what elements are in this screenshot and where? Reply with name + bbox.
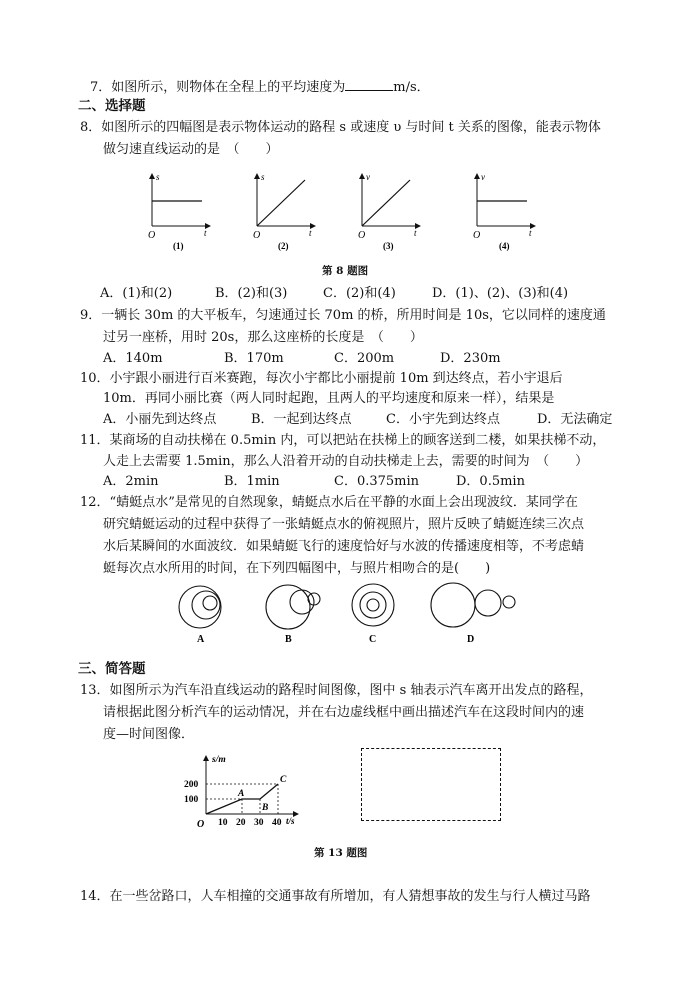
q13-xlabel: t/s <box>286 816 295 826</box>
q13-ytick-200: 200 <box>184 780 199 790</box>
answer-blank <box>345 78 393 91</box>
q13-xtick-40: 40 <box>272 818 282 828</box>
q13-xtick-10: 10 <box>218 818 228 828</box>
q11-option-b: B．1min <box>224 474 280 489</box>
q13-xtick-30: 30 <box>254 818 264 828</box>
q11-option-c: C．0.375min <box>334 474 420 489</box>
q8-graph-1-origin: O <box>148 230 156 241</box>
q8-line2: 做匀速直线运动的是 （ ） <box>103 142 279 157</box>
q12-line1: 12．“蜻蜓点水”是常见的自然现象，蜻蜓点水后在平静的水面上会出现波纹．某同学在 <box>80 495 578 510</box>
ripple-a <box>179 586 221 628</box>
q8-graph-2-xlabel: t <box>309 228 312 238</box>
ripple-c <box>352 584 394 626</box>
q7-text: 7．如图所示，则物体在全程上的平均速度为 m/s． <box>90 80 430 95</box>
q8-graph-1-ylabel: s <box>156 172 160 182</box>
ripple-label-c: C <box>369 634 377 645</box>
q8-graph-3-xlabel: t <box>414 228 417 238</box>
q8-graph-2-label: (2) <box>278 241 289 251</box>
q8-graph-2-ylabel: s <box>261 172 265 182</box>
q13-line3: 度—时间图像． <box>103 727 195 742</box>
q8-option-c: C．(2)和(4) <box>323 286 396 301</box>
q13-origin: O <box>197 819 205 830</box>
q13-line1: 13．如图所示为汽车沿直线运动的路程时间图像，图中 s 轴表示汽车离开出发点的路程， <box>80 683 593 698</box>
q8-graph-4-origin: O <box>473 230 481 241</box>
q10-line2: 10m．再同小丽比赛（两人同时起跑，且两人的平均速度和原来一样），结果是 <box>103 391 555 406</box>
q8-graph-4-xlabel: t <box>529 228 532 238</box>
q11-line1: 11．某商场的自动扶梯在 0.5min 内，可以把站在扶梯上的顾客送到二楼，如果扶梯不动， <box>80 433 606 448</box>
q11-option-d: D．0.5min <box>456 474 525 489</box>
q11-option-a: A．2min <box>103 474 159 489</box>
q8-graph-1-xlabel: t <box>204 228 207 238</box>
q9-option-b: B．170m <box>224 351 284 366</box>
q9-line2: 过另一座桥，用时 20s，那么这座桥的长度是 （ ） <box>103 330 423 345</box>
answer-box-dashed <box>361 748 501 821</box>
q13-point-b: B <box>262 803 269 813</box>
q8-graph-4 <box>473 172 535 251</box>
ripple-b <box>266 585 320 629</box>
q14-line1: 14．在一些岔路口，人车相撞的交通事故有所增加，有人猜想事故的发生与行人横过马路 <box>80 889 591 904</box>
q11-line2: 人走上去需要 1.5min，那么人沿着开动的自动扶梯走上去，需要的时间为 （ ） <box>103 454 589 469</box>
q8-caption: 第 8 题图 <box>322 265 369 277</box>
q12-line4: 蜓每次点水所用的时间，在下列四幅图中，与照片相吻合的是( ) <box>103 561 491 576</box>
q9-line1: 9．一辆长 30m 的大平板车，匀速通过长 70m 的桥，所用时间是 10s，它以同样的速度通 <box>80 308 606 323</box>
q13-point-a: A <box>238 789 245 799</box>
q8-graph-4-label: (4) <box>499 241 510 251</box>
q8-graph-3-origin: O <box>358 230 366 241</box>
q9-option-d: D．230m <box>440 351 501 366</box>
q8-option-d: D．(1)、(2)、(3)和(4) <box>432 286 569 301</box>
q8-option-b: B．(2)和(3) <box>215 286 288 301</box>
q8-graph-2-origin: O <box>253 230 261 241</box>
ripple-d <box>431 583 515 627</box>
q8-graph-2 <box>253 172 315 251</box>
q8-graphs <box>140 166 560 256</box>
q13-st-graph <box>180 752 310 832</box>
q8-graph-3-label: (3) <box>383 241 394 251</box>
ripple-label-a: A <box>197 634 205 645</box>
ripple-label-d: D <box>467 634 475 645</box>
q8-graph-3 <box>358 172 420 251</box>
q10-option-c: C．小宇先到达终点 <box>386 412 500 427</box>
q8-graph-1-label: (1) <box>173 241 184 251</box>
q13-ylabel: s/m <box>212 755 226 765</box>
q10-line1: 10．小宇跟小丽进行百米赛跑，每次小宇都比小丽提前 10m 到达终点，若小宇退后 <box>80 371 563 386</box>
q8-graph-4-ylabel: v <box>481 172 485 182</box>
ripple-label-b: B <box>285 634 292 645</box>
q10-option-b: B．一起到达终点 <box>251 412 352 427</box>
q13-line2: 请根据此图分析汽车的运动情况，并在右边虚线框中画出描述汽车在这段时间内的速 <box>103 705 585 720</box>
q8-option-a: A．(1)和(2) <box>100 286 173 301</box>
q12-line3: 水后某瞬间的水面波纹．如果蜻蜓飞行的速度恰好与水波的传播速度相等，不考虑蜻 <box>103 539 585 554</box>
q9-option-a: A．140m <box>103 351 163 366</box>
q10-option-a: A．小丽先到达终点 <box>103 412 217 427</box>
q12-ripple-figures <box>170 582 530 648</box>
q9-option-c: C．200m <box>334 351 395 366</box>
q8-graph-1 <box>148 172 210 251</box>
q8-graph-3-ylabel: v <box>366 172 370 182</box>
q10-option-d: D．无法确定 <box>537 412 613 427</box>
q13-xtick-20: 20 <box>236 818 246 828</box>
q13-ytick-100: 100 <box>184 795 199 805</box>
section-3-title: 三、简答题 <box>78 661 146 677</box>
q12-line2: 研究蜻蜓运动的过程中获得了一张蜻蜓点水的俯视照片，照片反映了蜻蜓连续三次点 <box>103 517 585 532</box>
q13-point-c: C <box>280 775 287 785</box>
q8-line1: 8．如图所示的四幅图是表示物体运动的路程 s 或速度 υ 与时间 t 关系的图像，能表示物体 <box>80 120 601 135</box>
q13-caption: 第 13 题图 <box>314 847 368 859</box>
section-2-title: 二、选择题 <box>78 98 146 114</box>
